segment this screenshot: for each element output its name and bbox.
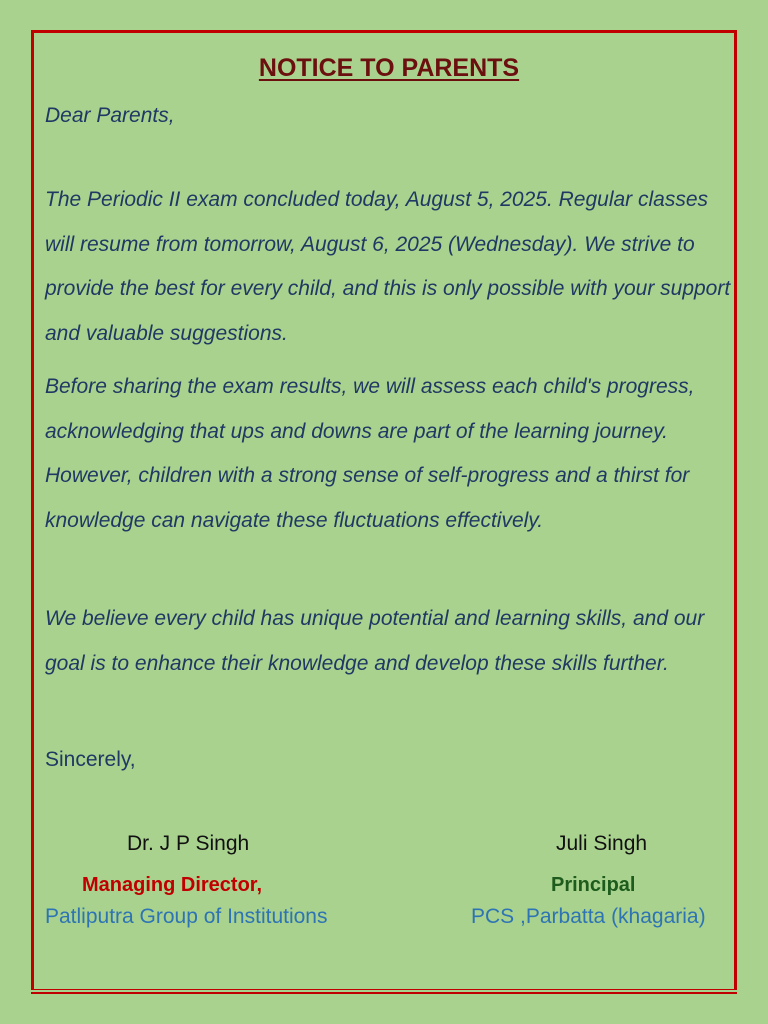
signatory-organization: Patliputra Group of Institutions <box>45 905 328 928</box>
paragraph-assessment: Before sharing the exam results, we will assess each child's progress, acknowledging that ups and downs are part of the learning journey. However, children with a strong sense of self-progress and a thirst for knowledge can navigate these fluctuations effectively. <box>45 375 695 532</box>
signatory-name: Dr. J P Singh <box>127 832 250 855</box>
paragraph-potential: We believe every child has unique potential and learning skills, and our goal is to enhance their knowledge and develop these skills further. <box>45 607 705 675</box>
signatory-role: Principal <box>551 874 636 896</box>
signatory-name: Juli Singh <box>556 832 648 855</box>
signatory-role: Managing Director, <box>82 874 263 896</box>
signatory-organization: PCS ,Parbatta (khagaria) <box>471 905 706 928</box>
notice-title: NOTICE TO PARENTS <box>258 54 520 82</box>
closing: Sincerely, <box>45 748 136 771</box>
paragraph-exam-concluded: The Periodic II exam concluded today, August 5, 2025. Regular classes will resume from tomorrow, August 6, 2025 (Wednesday). We strive to provide the best for every child, and this is only possible with your support and valuable suggestions. <box>45 188 731 345</box>
greeting: Dear Parents, <box>45 104 175 127</box>
notice-border-bottom <box>31 989 737 994</box>
